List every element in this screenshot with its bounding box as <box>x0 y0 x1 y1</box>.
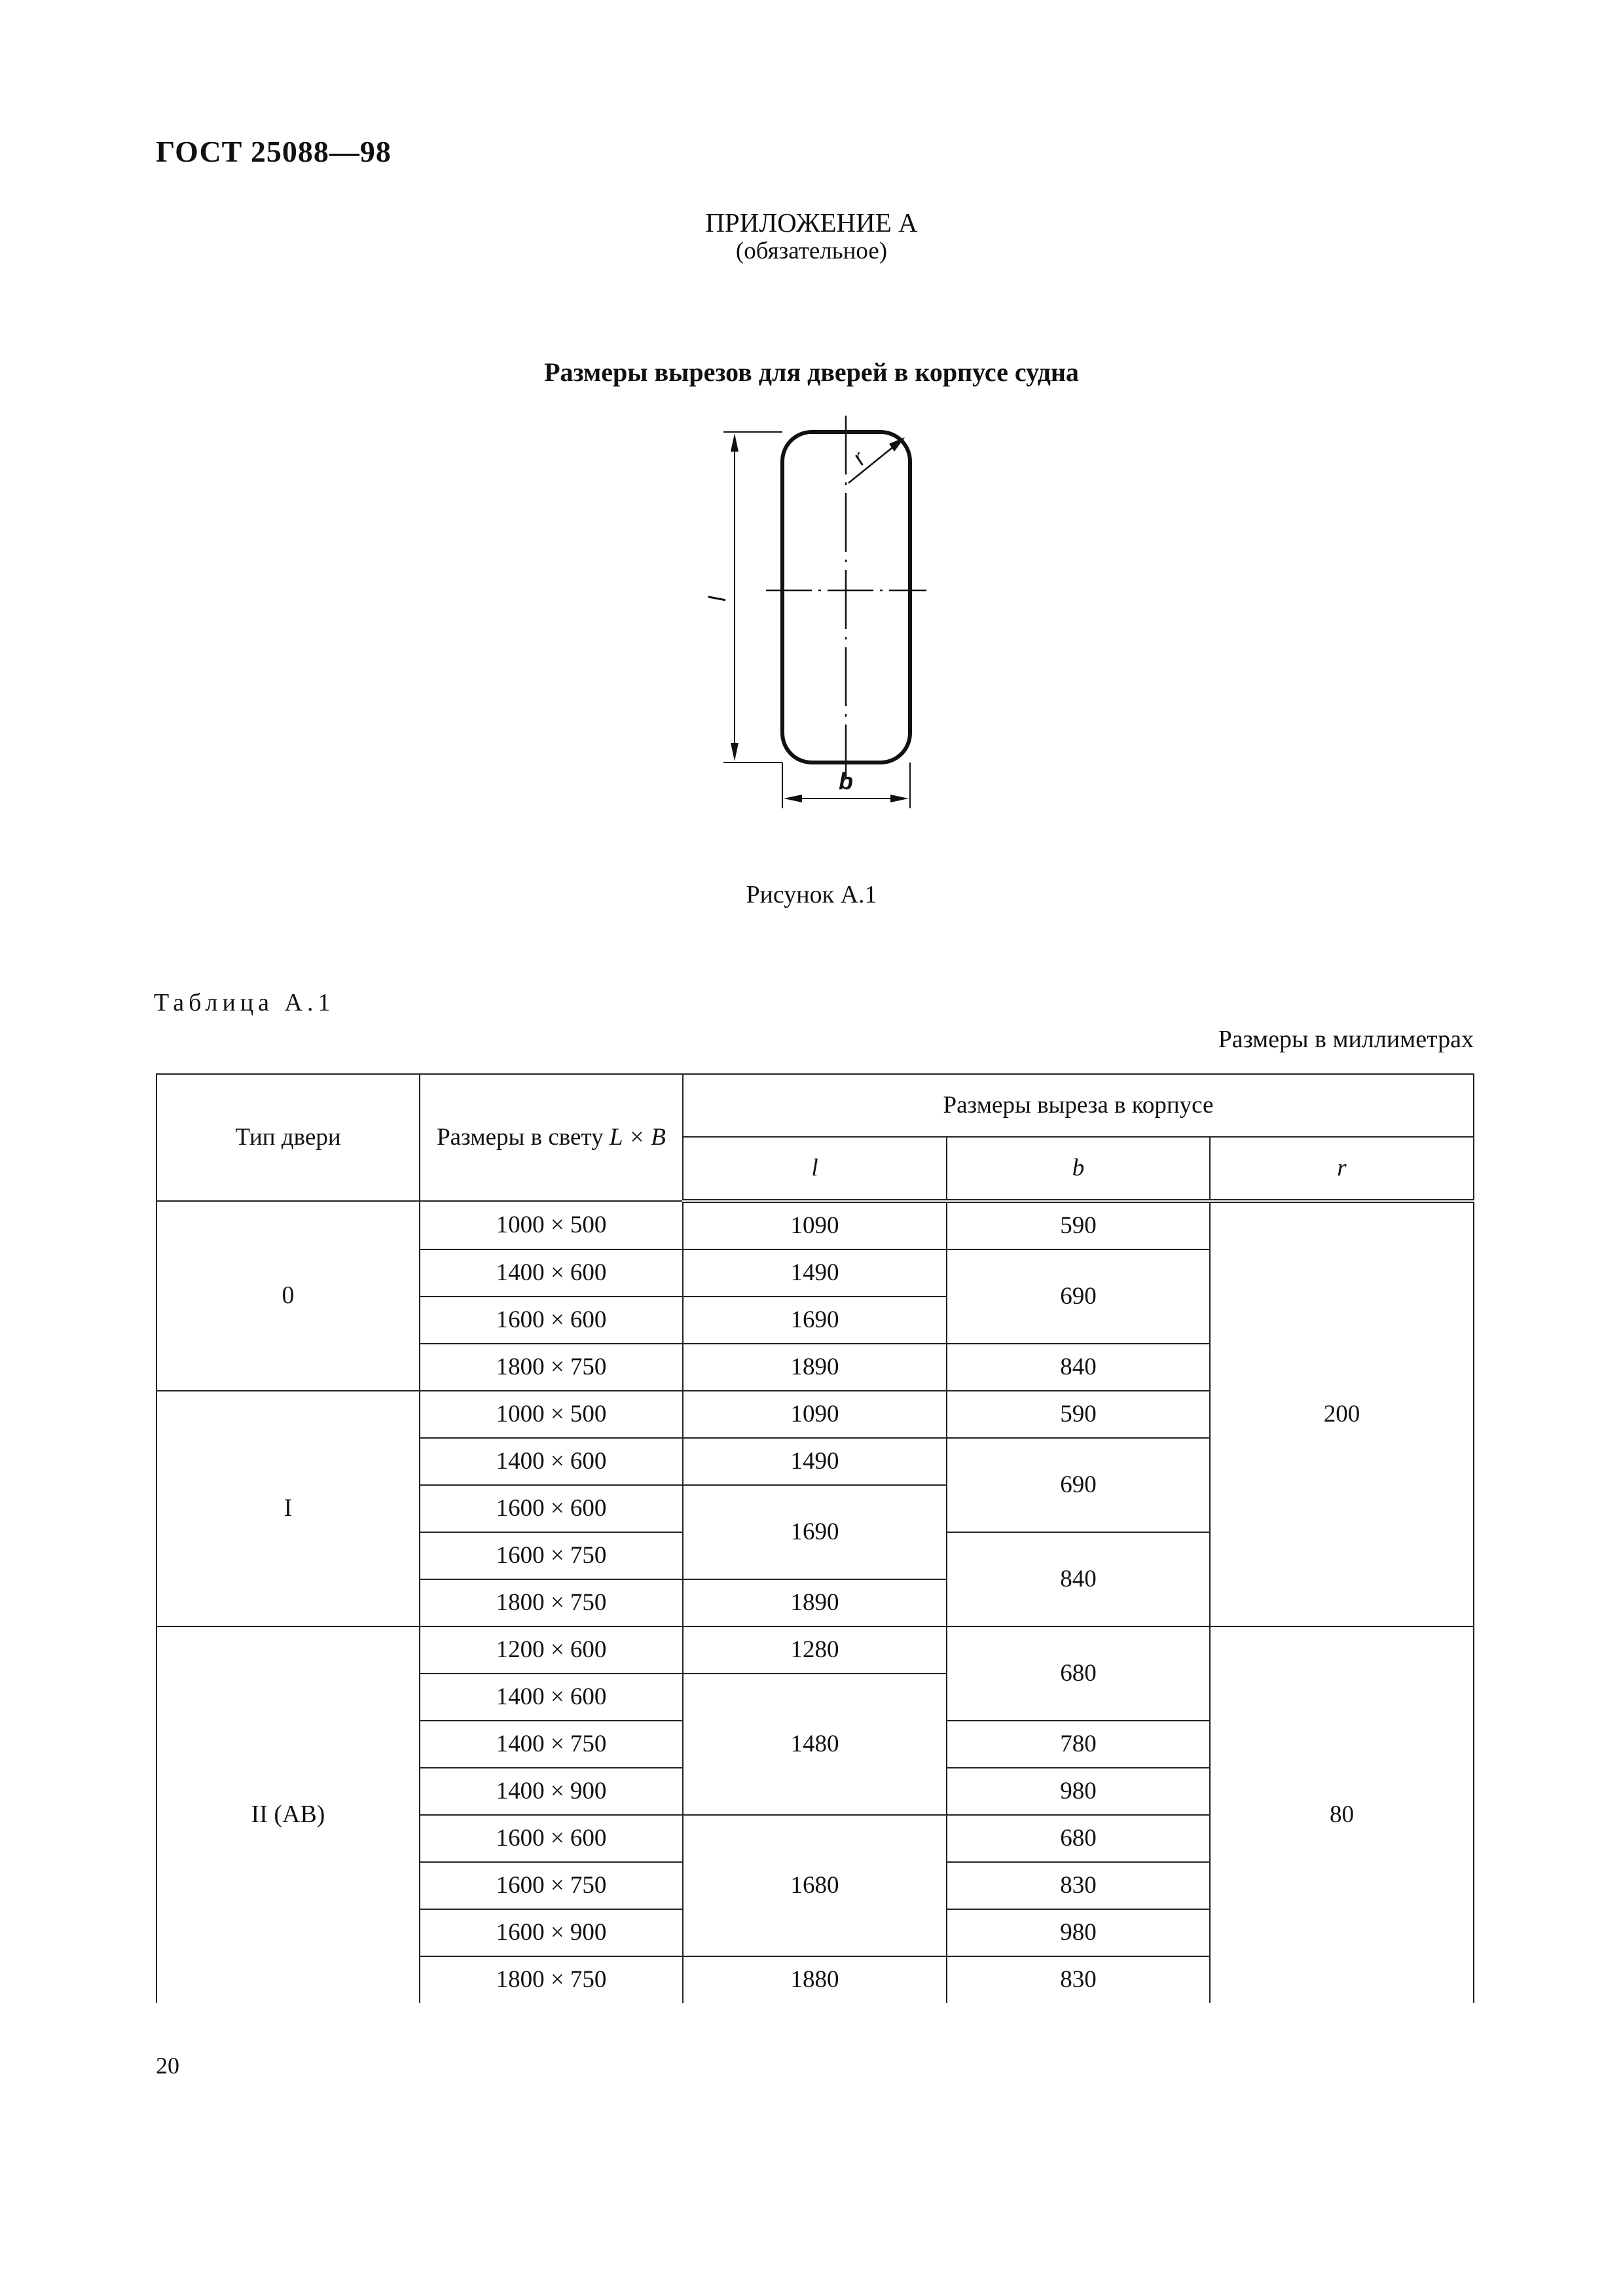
l-cell: 1090 <box>683 1391 947 1438</box>
clear-size-cell: 1400 × 600 <box>420 1249 683 1297</box>
header-cutout: Размеры выреза в корпусе <box>683 1074 1474 1137</box>
b-cell: 840 <box>947 1532 1210 1626</box>
clear-size-cell: 1200 × 600 <box>420 1626 683 1674</box>
document-code: ГОСТ 25088—98 <box>156 135 392 168</box>
r-cell: 80 <box>1210 1626 1474 2003</box>
b-cell: 680 <box>947 1626 1210 1721</box>
table-units: Размеры в миллиметрах <box>1218 1026 1474 1053</box>
door-cutout-drawing <box>704 412 949 831</box>
figure-caption: Рисунок А.1 <box>746 881 877 908</box>
b-cell: 690 <box>947 1249 1210 1344</box>
door-type-cell: I <box>156 1391 420 1626</box>
b-cell: 830 <box>947 1956 1210 2003</box>
header-b: b <box>947 1137 1210 1201</box>
length-arrow-bottom <box>731 743 739 761</box>
table-label: Таблица А.1 <box>154 989 335 1016</box>
header-clear-size <box>420 1074 683 1201</box>
door-cutout-figure <box>704 412 949 834</box>
width-label: b <box>839 768 853 795</box>
r-cell: 200 <box>1210 1201 1474 1626</box>
l-cell: 1090 <box>683 1201 947 1249</box>
clear-size-cell: 1600 × 750 <box>420 1862 683 1909</box>
l-cell: 1480 <box>683 1674 947 1815</box>
header-clear-size-text: Размеры в свету <box>437 1123 604 1151</box>
clear-size-cell: 1000 × 500 <box>420 1201 683 1249</box>
clear-size-cell: 1800 × 750 <box>420 1956 683 2003</box>
clear-size-cell: 1800 × 750 <box>420 1344 683 1391</box>
header-r: r <box>1210 1137 1474 1201</box>
l-cell: 1890 <box>683 1579 947 1626</box>
appendix-heading <box>0 208 1623 266</box>
l-cell: 1880 <box>683 1956 947 2003</box>
appendix-subtitle: (обязательное) <box>735 238 888 264</box>
clear-size-cell: 1600 × 750 <box>420 1532 683 1579</box>
length-label: l <box>704 596 731 601</box>
clear-size-cell: 1400 × 900 <box>420 1768 683 1815</box>
l-cell: 1690 <box>683 1485 947 1579</box>
b-cell: 980 <box>947 1768 1210 1815</box>
l-cell: 1280 <box>683 1626 947 1674</box>
clear-size-cell: 1400 × 600 <box>420 1438 683 1485</box>
l-cell: 1690 <box>683 1297 947 1344</box>
clear-size-cell: 1600 × 900 <box>420 1909 683 1956</box>
b-cell: 780 <box>947 1721 1210 1768</box>
b-cell: 690 <box>947 1438 1210 1532</box>
table-header-row <box>156 1074 1474 1137</box>
b-cell: 590 <box>947 1391 1210 1438</box>
b-cell: 830 <box>947 1862 1210 1909</box>
width-arrow-right <box>890 795 909 802</box>
clear-size-cell: 1000 × 500 <box>420 1391 683 1438</box>
clear-size-cell: 1400 × 750 <box>420 1721 683 1768</box>
width-arrow-left <box>784 795 802 802</box>
table-row <box>156 1626 1474 1674</box>
door-type-cell: 0 <box>156 1201 420 1391</box>
l-cell: 1490 <box>683 1249 947 1297</box>
header-l: l <box>683 1137 947 1201</box>
radius-label: r <box>847 446 871 470</box>
b-cell: 680 <box>947 1815 1210 1862</box>
b-cell: 840 <box>947 1344 1210 1391</box>
l-cell: 1490 <box>683 1438 947 1485</box>
clear-size-cell: 1600 × 600 <box>420 1485 683 1532</box>
door-type-cell: II (АВ) <box>156 1626 420 2003</box>
header-clear-size-symbol: L × B <box>609 1123 666 1151</box>
door-dimensions-table <box>156 1073 1474 2003</box>
page-number: 20 <box>156 2053 179 2079</box>
clear-size-cell: 1600 × 600 <box>420 1815 683 1862</box>
table-row <box>156 1201 1474 1249</box>
clear-size-cell: 1600 × 600 <box>420 1297 683 1344</box>
clear-size-cell: 1800 × 750 <box>420 1579 683 1626</box>
l-cell: 1890 <box>683 1344 947 1391</box>
clear-size-cell: 1400 × 600 <box>420 1674 683 1721</box>
b-cell: 980 <box>947 1909 1210 1956</box>
header-door-type: Тип двери <box>156 1074 420 1201</box>
figure-title: Размеры вырезов для дверей в корпусе судна <box>544 357 1079 387</box>
length-arrow-top <box>731 433 739 452</box>
appendix-title: ПРИЛОЖЕНИЕ А <box>705 207 918 238</box>
b-cell: 590 <box>947 1201 1210 1249</box>
l-cell: 1680 <box>683 1815 947 1956</box>
